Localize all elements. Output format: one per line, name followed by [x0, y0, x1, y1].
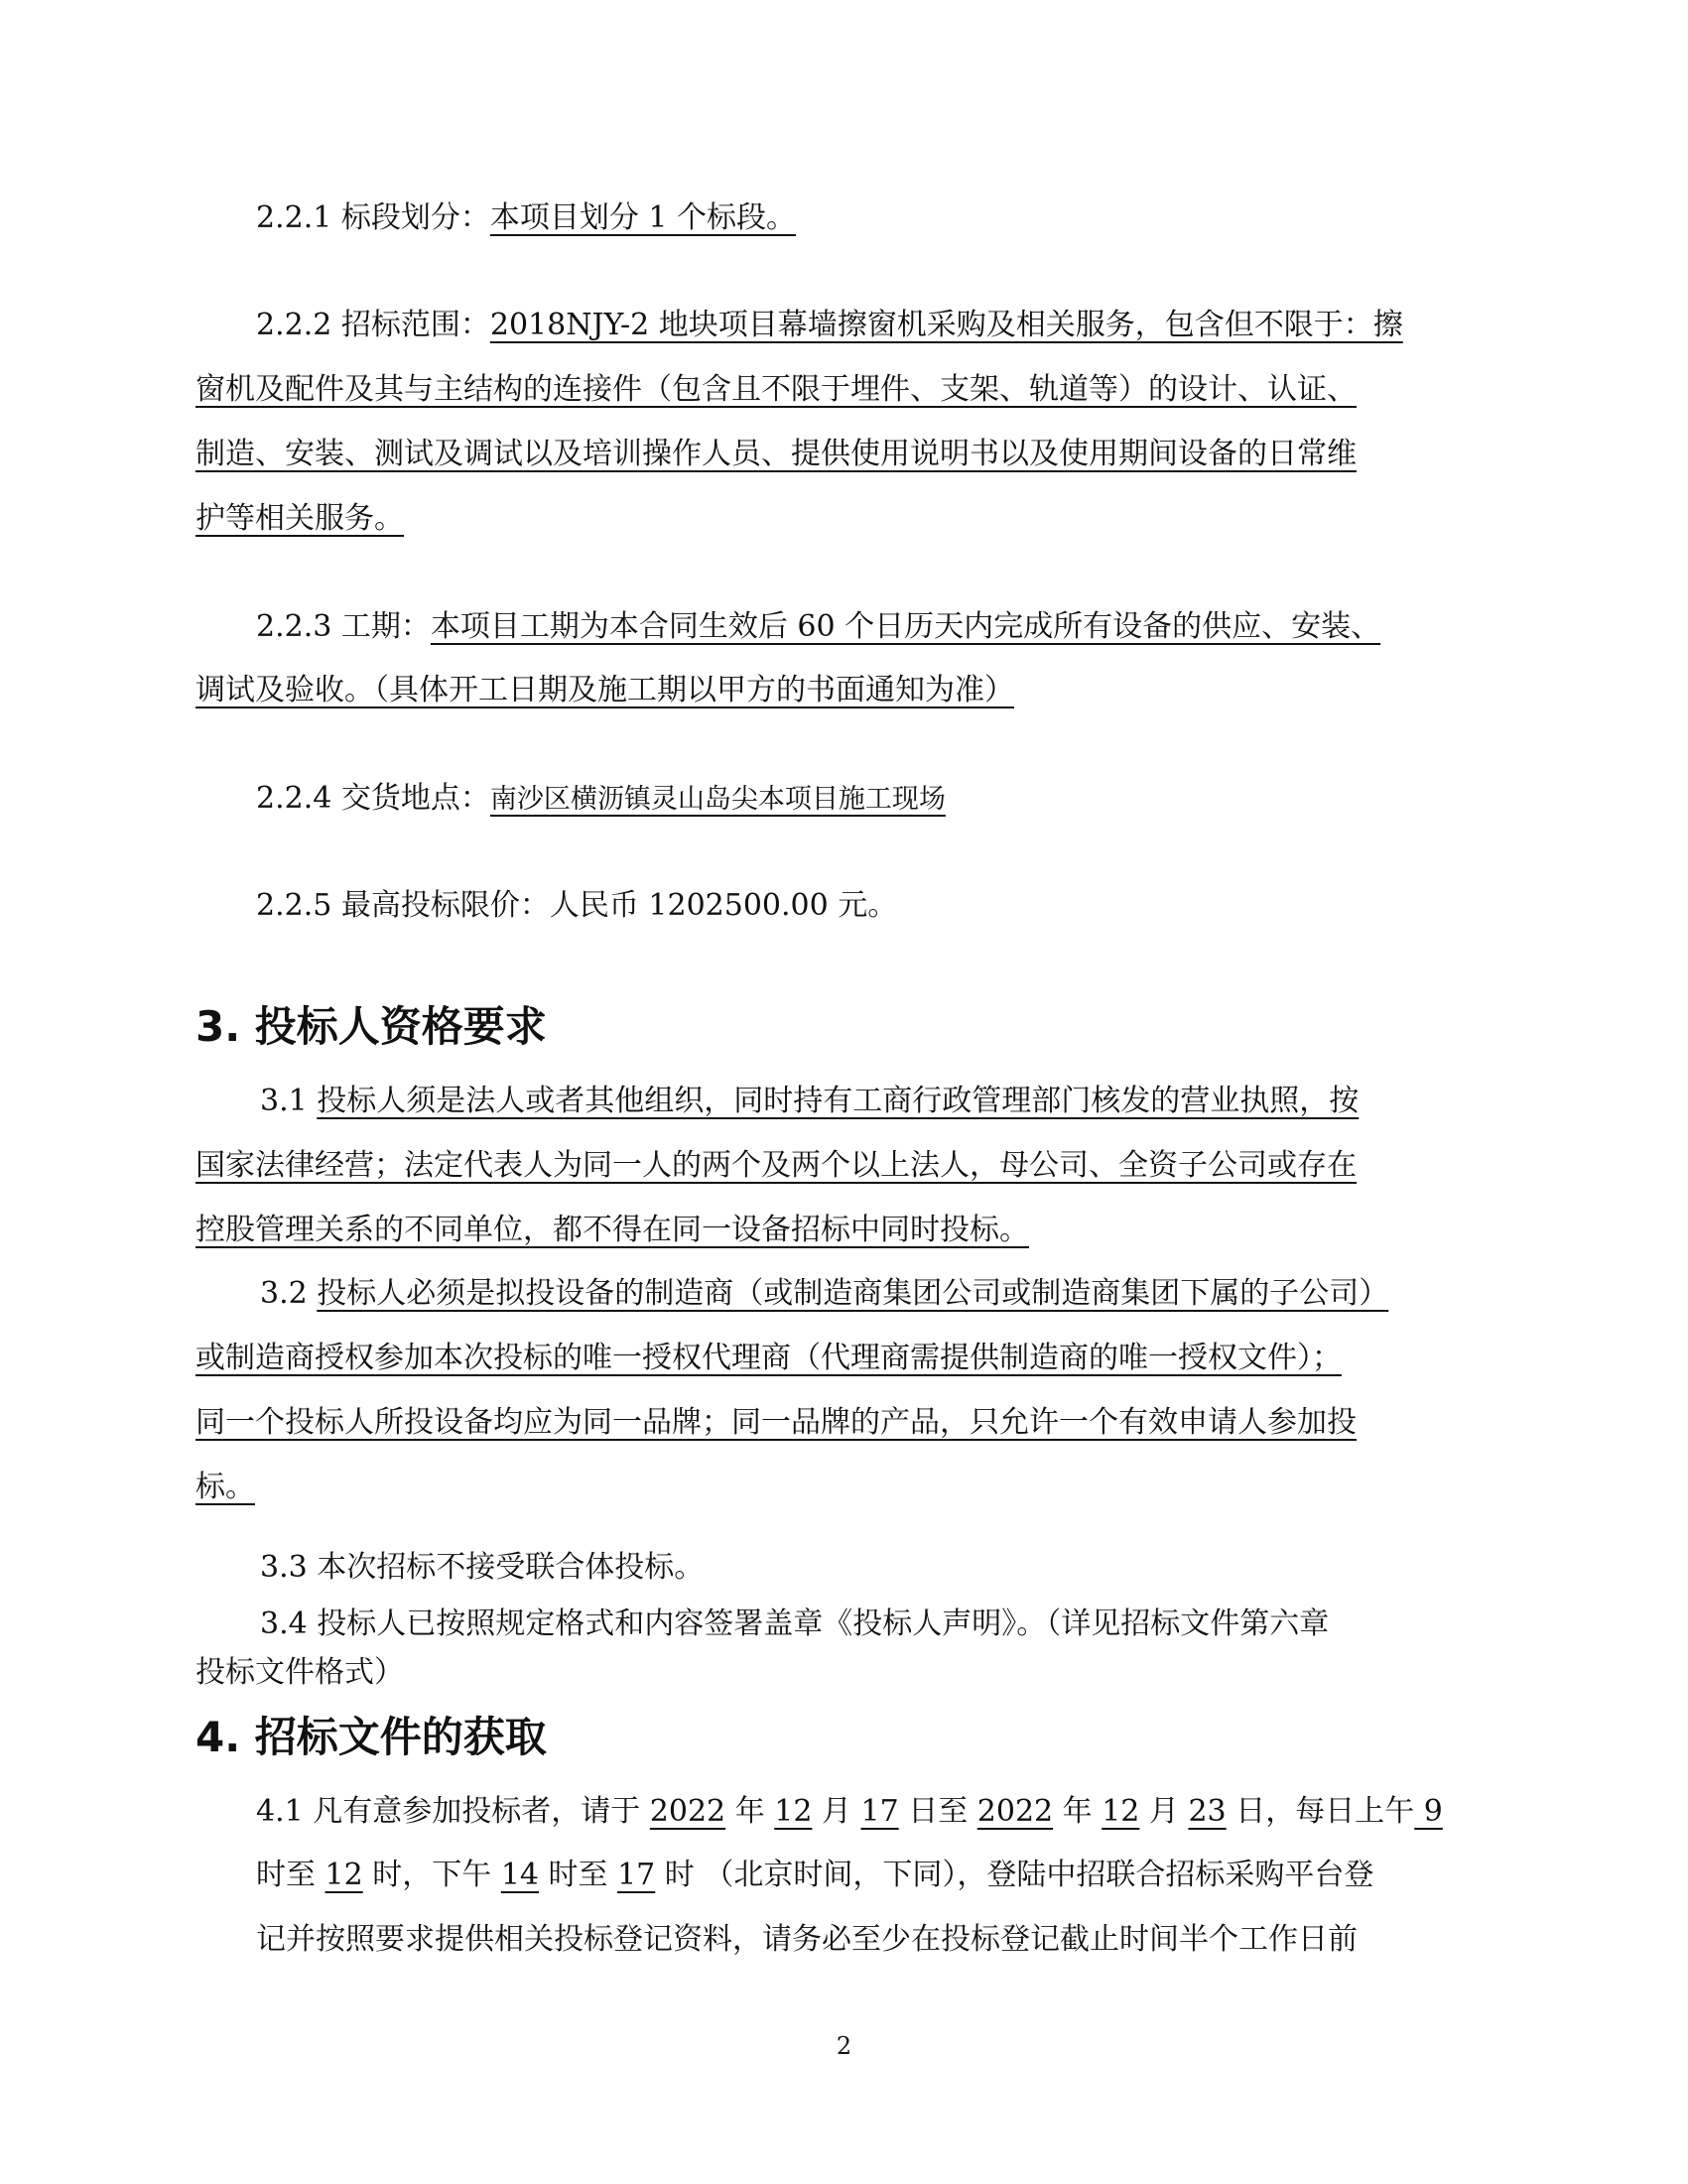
section-2-2-5: 2.2.5 最高投标限价：人民币 1202500.00 元。: [256, 888, 898, 923]
section-3-3: 3.3 本次招标不接受联合体投标。: [260, 1550, 705, 1585]
section-3-4-line-2: 投标文件格式）: [195, 1655, 404, 1690]
start-month: 12: [774, 1794, 813, 1829]
section-number: 3.1: [260, 1084, 308, 1118]
heading-3: 3. 投标人资格要求: [195, 1002, 547, 1051]
section-3-1-line-2: 国家法律经营；法定代表人为同一人的两个及两个以上法人，母公司、全资子公司或存在: [195, 1148, 1357, 1183]
section-2-2-2-line-4: 护等相关服务。: [195, 501, 404, 536]
page-number: 2: [836, 2032, 852, 2060]
text-run: 日，每日上午: [1226, 1794, 1415, 1829]
section-3-2-line-4: 标。: [195, 1470, 255, 1504]
end-year: 2022: [976, 1794, 1054, 1829]
section-3-1-line-3: 控股管理关系的不同单位，都不得在同一设备招标中同时投标。: [195, 1213, 1029, 1247]
afternoon-end-hour: 17: [617, 1858, 656, 1892]
text-run: 月: [1139, 1794, 1189, 1829]
end-day: 23: [1188, 1794, 1227, 1829]
text-run: 年: [725, 1794, 775, 1829]
section-number: 2.2.3 工期：: [256, 609, 431, 644]
text-run: 时至: [256, 1858, 325, 1892]
section-4-1-line-1: [256, 1792, 1443, 1832]
section-text: 投标人必须是拟投设备的制造商（或制造商集团公司或制造商集团下属的子公司）: [317, 1276, 1389, 1311]
text-run: 时，下午: [362, 1858, 501, 1892]
morning-end-hour: 12: [325, 1858, 363, 1892]
section-text: 投标人须是法人或者其他组织，同时持有工商行政管理部门核发的营业执照，按: [317, 1084, 1360, 1118]
section-2-2-2-line-2: 窗机及配件及其与主结构的连接件（包含且不限于埋件、支架、轨道等）的设计、认证、: [195, 372, 1357, 407]
section-2-2-1: [256, 198, 796, 238]
section-number: 2.2.2 招标范围：: [256, 308, 490, 342]
text-run: 月: [812, 1794, 861, 1829]
section-number: 3.2: [260, 1276, 308, 1311]
section-3-2-line-1: [260, 1274, 1388, 1314]
section-2-2-4: [256, 779, 946, 820]
morning-start-hour: 9: [1414, 1794, 1443, 1829]
section-text: 2018NJY-2 地块项目幕墙擦窗机采购及相关服务，包含但不限于：擦: [489, 308, 1403, 342]
section-value: 南沙区横沥镇灵山岛尖本项目施工现场: [489, 784, 946, 815]
section-2-2-2-line-3: 制造、安装、测试及调试以及培训操作人员、提供使用说明书以及使用期间设备的日常维: [195, 437, 1357, 471]
text-run: 日至: [898, 1794, 977, 1829]
heading-4: 4. 招标文件的获取: [195, 1713, 547, 1761]
section-3-1-line-1: [260, 1082, 1359, 1121]
text-run: 时 （北京时间，下同），登陆中招联合招标采购平台登: [655, 1858, 1374, 1892]
section-2-2-2-line-1: [256, 306, 1403, 345]
section-text: 本项目工期为本合同生效后 60 个日历天内完成所有设备的供应、安装、: [430, 609, 1381, 644]
section-2-2-3-line-1: [256, 607, 1380, 647]
section-3-2-line-2: 或制造商授权参加本次投标的唯一授权代理商（代理商需提供制造商的唯一授权文件）；: [195, 1341, 1342, 1375]
section-number: 2.2.1 标段划分：: [256, 200, 490, 235]
section-value: 本项目划分 1 个标段。: [489, 200, 797, 235]
section-3-2-line-3: 同一个投标人所投设备均应为同一品牌；同一品牌的产品，只允许一个有效申请人参加投: [195, 1405, 1357, 1440]
start-year: 2022: [649, 1794, 726, 1829]
section-2-2-3-line-2: 调试及验收。（具体开工日期及施工期以甲方的书面通知为准）: [195, 673, 1014, 707]
section-4-1-line-3: 记并按照要求提供相关投标登记资料，请务必至少在投标登记截止时间半个工作日前: [256, 1922, 1358, 1957]
section-4-1-line-2: [256, 1856, 1373, 1895]
section-3-4-line-1: 3.4 投标人已按照规定格式和内容签署盖章《投标人声明》。（详见招标文件第六章: [260, 1606, 1330, 1641]
text-run: 年: [1053, 1794, 1103, 1829]
section-number: 2.2.4 交货地点：: [256, 781, 490, 816]
text-run: 4.1 凡有意参加投标者，请于: [256, 1794, 650, 1829]
afternoon-start-hour: 14: [500, 1858, 539, 1892]
start-day: 17: [860, 1794, 899, 1829]
end-month: 12: [1102, 1794, 1140, 1829]
text-run: 时至: [539, 1858, 618, 1892]
